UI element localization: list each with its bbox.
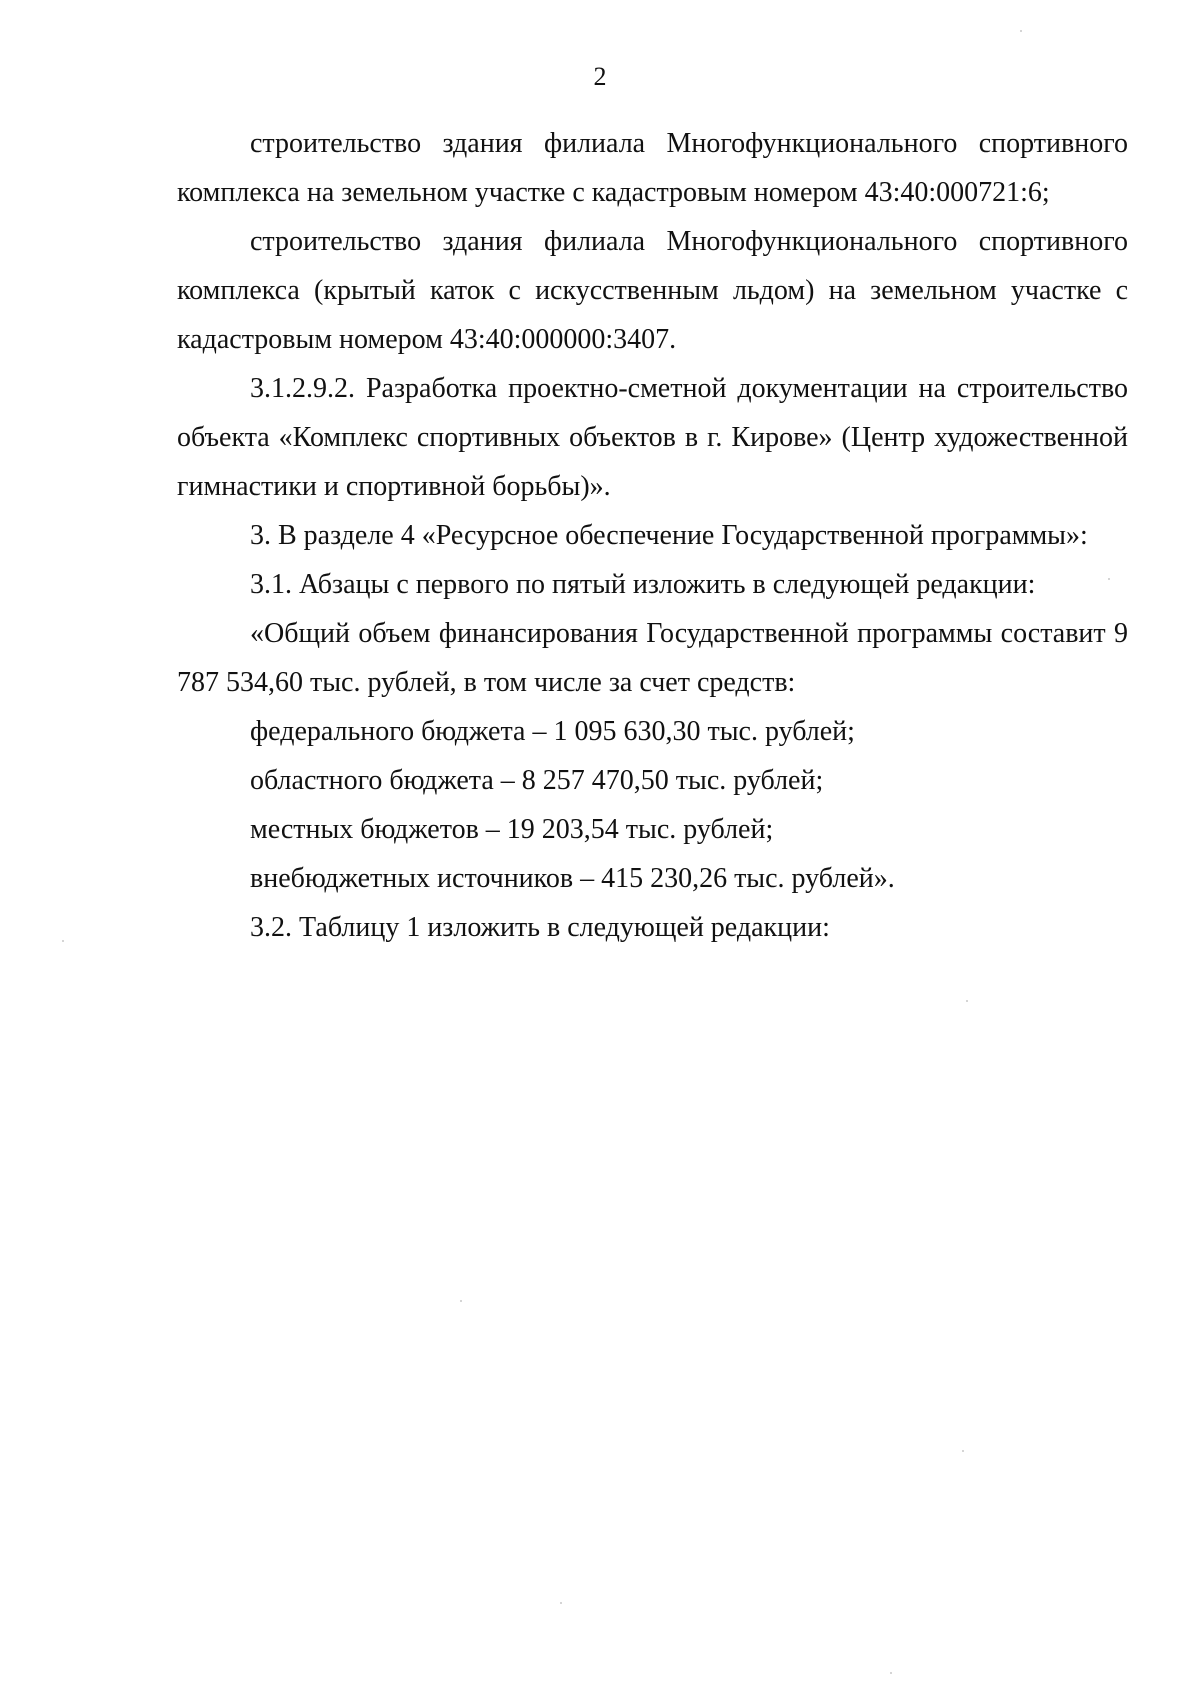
scan-speck (1108, 578, 1110, 580)
paragraph-3-2: 3.2. Таблицу 1 изложить в следующей редакции: (250, 912, 830, 943)
scan-speck (62, 940, 64, 942)
scan-speck (460, 1300, 462, 1302)
paragraph-construction-branch-1: строительство здания филиала Многофункционального спортивного комплекса на земельном участке с кадастровым номером 43:40:000721:6; (177, 128, 1128, 208)
paragraph-section-4: 3. В разделе 4 «Ресурсное обеспечение Государственной программы»: (250, 520, 1088, 551)
paragraph-design-documentation: 3.1.2.9.2. Разработка проектно-сметной документации на строительство объекта «Комплекс спортивных объектов в г. Кирове» (Центр художественной гимнастики и спортивной борьбы)». (177, 373, 1128, 502)
scan-speck (560, 1602, 562, 1604)
paragraph-construction-branch-2: строительство здания филиала Многофункционального спортивного комплекса (крытый каток с искусственным льдом) на земельном участке с кадастровым номером 43:40:000000:3407. (177, 226, 1128, 355)
paragraph-federal-budget: федерального бюджета – 1 095 630,30 тыс. рублей; (250, 716, 855, 747)
paragraph-regional-budget: областного бюджета – 8 257 470,50 тыс. рублей; (250, 765, 824, 796)
paragraph-local-budgets: местных бюджетов – 19 203,54 тыс. рублей; (250, 814, 774, 845)
paragraph-extrabudgetary: внебюджетных источников – 415 230,26 тыс. рублей». (250, 863, 895, 894)
scan-speck (890, 1672, 892, 1674)
scan-speck (966, 1000, 968, 1002)
scan-speck (1020, 30, 1022, 32)
scan-speck (962, 1450, 964, 1452)
paragraph-3-1: 3.1. Абзацы с первого по пятый изложить в следующей редакции: (250, 569, 1036, 600)
paragraph-total-financing: «Общий объем финансирования Государственной программы составит 9 787 534,60 тыс. рублей, в том числе за счет средств: (177, 618, 1128, 698)
page-number: 2 (593, 62, 607, 91)
document-body (177, 119, 1128, 952)
